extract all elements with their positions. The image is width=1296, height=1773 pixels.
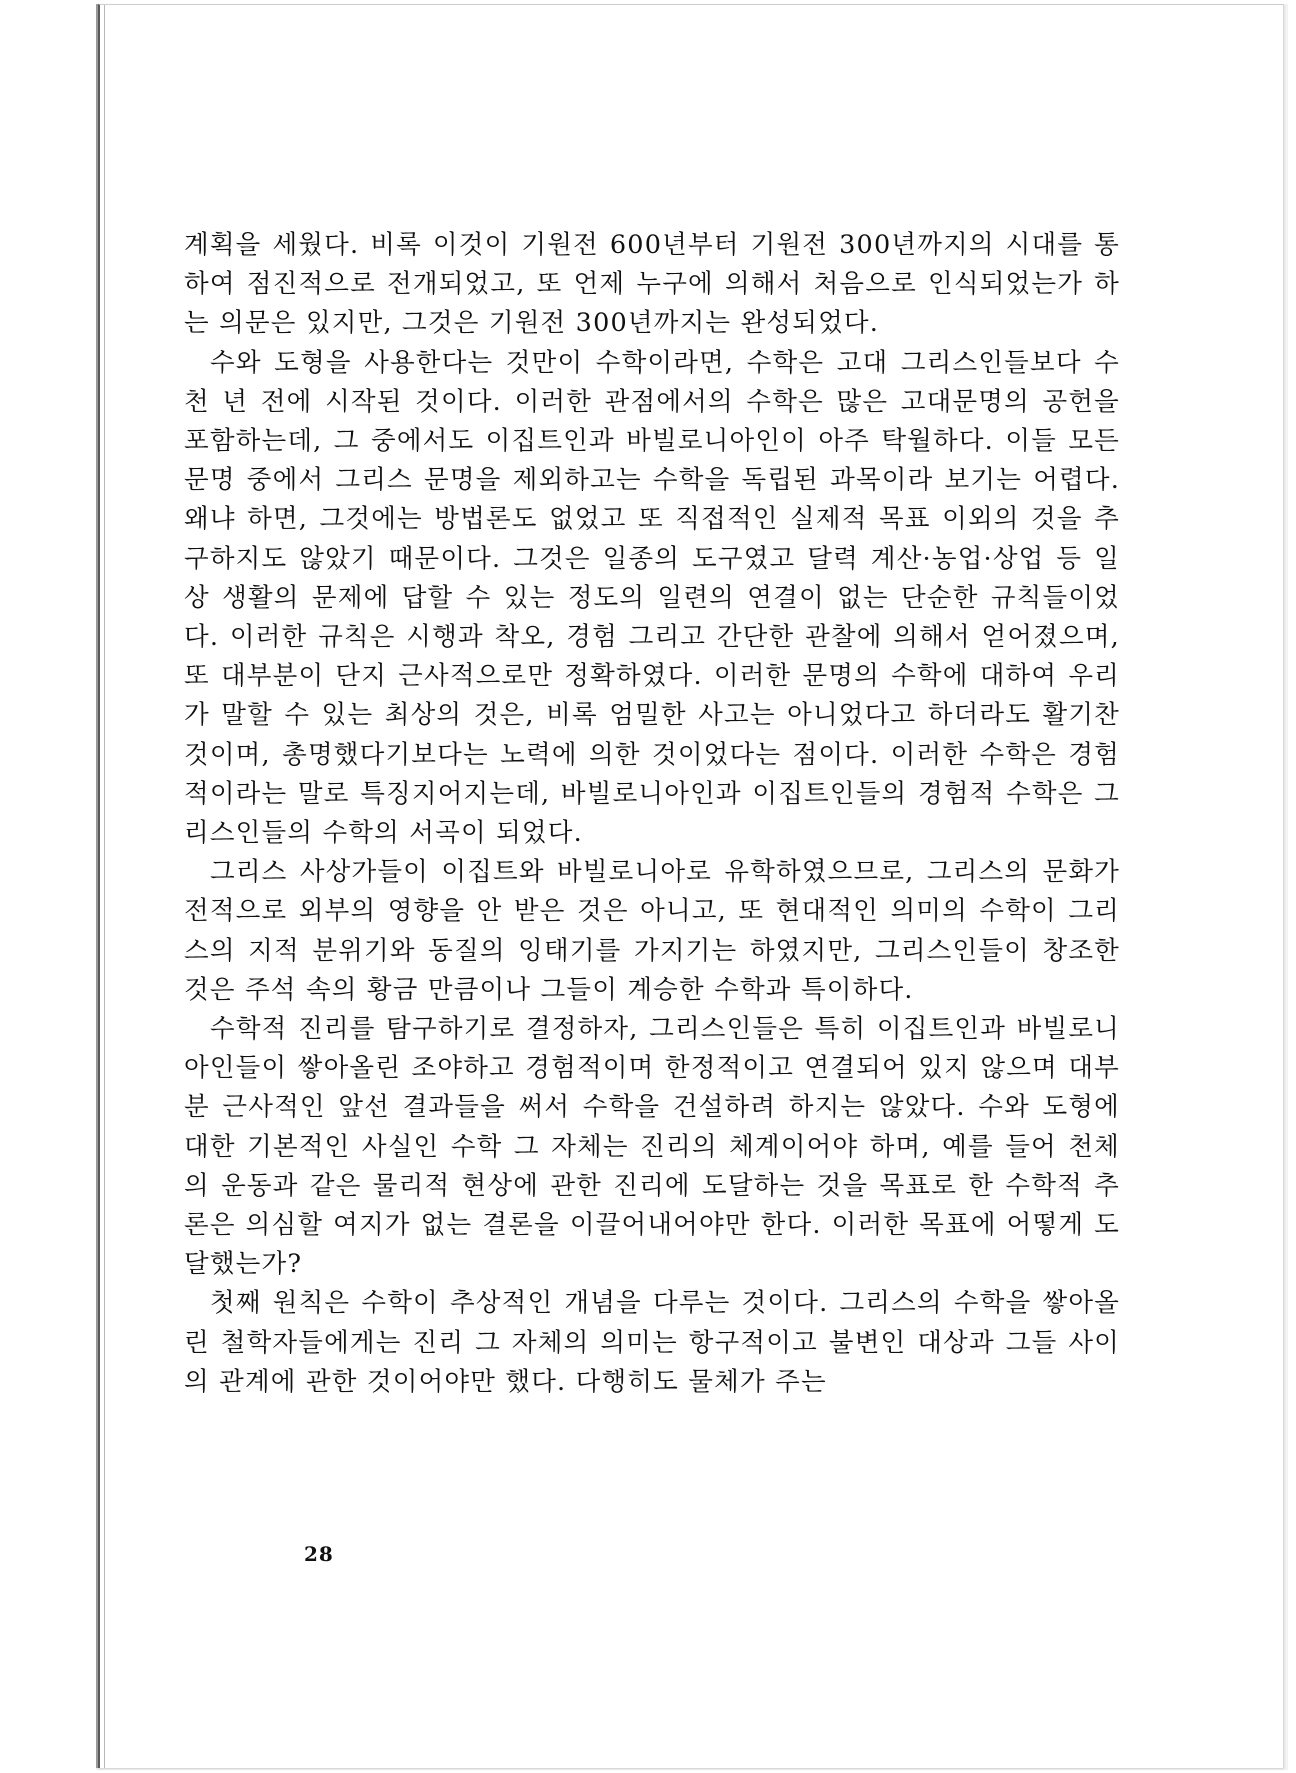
- paragraph-5: 첫째 원칙은 수학이 추상적인 개념을 다루는 것이다. 그리스의 수학을 쌓아올린 철학자들에게는 진리 그 자체의 의미는 항구적이고 불변인 대상과 그들 사이의 관계에 관한 것이어야만 했다. 다행히도 물체가 주는: [184, 1288, 1120, 1397]
- paragraph-4: 수학적 진리를 탐구하기로 결정하자, 그리스인들은 특히 이집트인과 바빌로니아인들이 쌓아올린 조야하고 경험적이며 한정적이고 연결되어 있지 않으며 대부분 근사적인 앞선 결과들을 써서 수학을 건설하려 하지는 않았다. 수와 도형에 대한 기본적인 사실인 수학 그 자체는 진리의 체계이어야 하며, 예를 들어 천체의 운동과 같은 물리적 현상에 관한 진리에 도달하는 것을 목표로 한 수학적 추론은 의심할 여지가 없는 결론을 이끌어내어야만 한다. 이러한 목표에 어떻게 도달했는가?: [184, 1014, 1120, 1280]
- page-binding-edge: [104, 5, 105, 1768]
- paragraph-1: 계획을 세웠다. 비록 이것이 기원전 600년부터 기원전 300년까지의 시대를 통하여 점진적으로 전개되었고, 또 언제 누구에 의해서 처음으로 인식되었는가 하는 의문은 있지만, 그것은 기원전 300년까지는 완성되었다.: [184, 230, 1120, 339]
- page-body-text: [184, 226, 1120, 1402]
- paragraph-2: 수와 도형을 사용한다는 것만이 수학이라면, 수학은 고대 그리스인들보다 수천 년 전에 시작된 것이다. 이러한 관점에서의 수학은 많은 고대문명의 공헌을 포함하는데, 그 중에서도 이집트인과 바빌로니아인이 아주 탁월하다. 이들 모든 문명 중에서 그리스 문명을 제외하고는 수학을 독립된 과목이라 보기는 어렵다. 왜냐 하면, 그것에는 방법론도 없었고 또 직접적인 실제적 목표 이외의 것을 추구하지도 않았기 때문이다. 그것은 일종의 도구였고 달력 계산·농업·상업 등 일상 생활의 문제에 답할 수 있는 정도의 일련의 연결이 없는 단순한 규칙들이었다. 이러한 규칙은 시행과 착오, 경험 그리고 간단한 관찰에 의해서 얻어졌으며, 또 대부분이 단지 근사적으로만 정확하였다. 이러한 문명의 수학에 대하여 우리가 말할 수 있는 최상의 것은, 비록 엄밀한 사고는 아니었다고 하더라도 활기찬 것이며, 총명했다기보다는 노력에 의한 것이었다는 점이다. 이러한 수학은 경험적이라는 말로 특징지어지는데, 바빌로니아인과 이집트인들의 경험적 수학은 그리스인들의 수학의 서곡이 되었다.: [184, 347, 1120, 849]
- paragraph-3: 그리스 사상가들이 이집트와 바빌로니아로 유학하였으므로, 그리스의 문화가 전적으로 외부의 영향을 안 받은 것은 아니고, 또 현대적인 의미의 수학이 그리스의 지적 분위기와 동질의 잉태기를 가지기는 하였지만, 그리스인들이 창조한 것은 주석 속의 황금 만큼이나 그들이 계승한 수학과 특이하다.: [184, 857, 1120, 1005]
- page-number: 28: [304, 1542, 334, 1566]
